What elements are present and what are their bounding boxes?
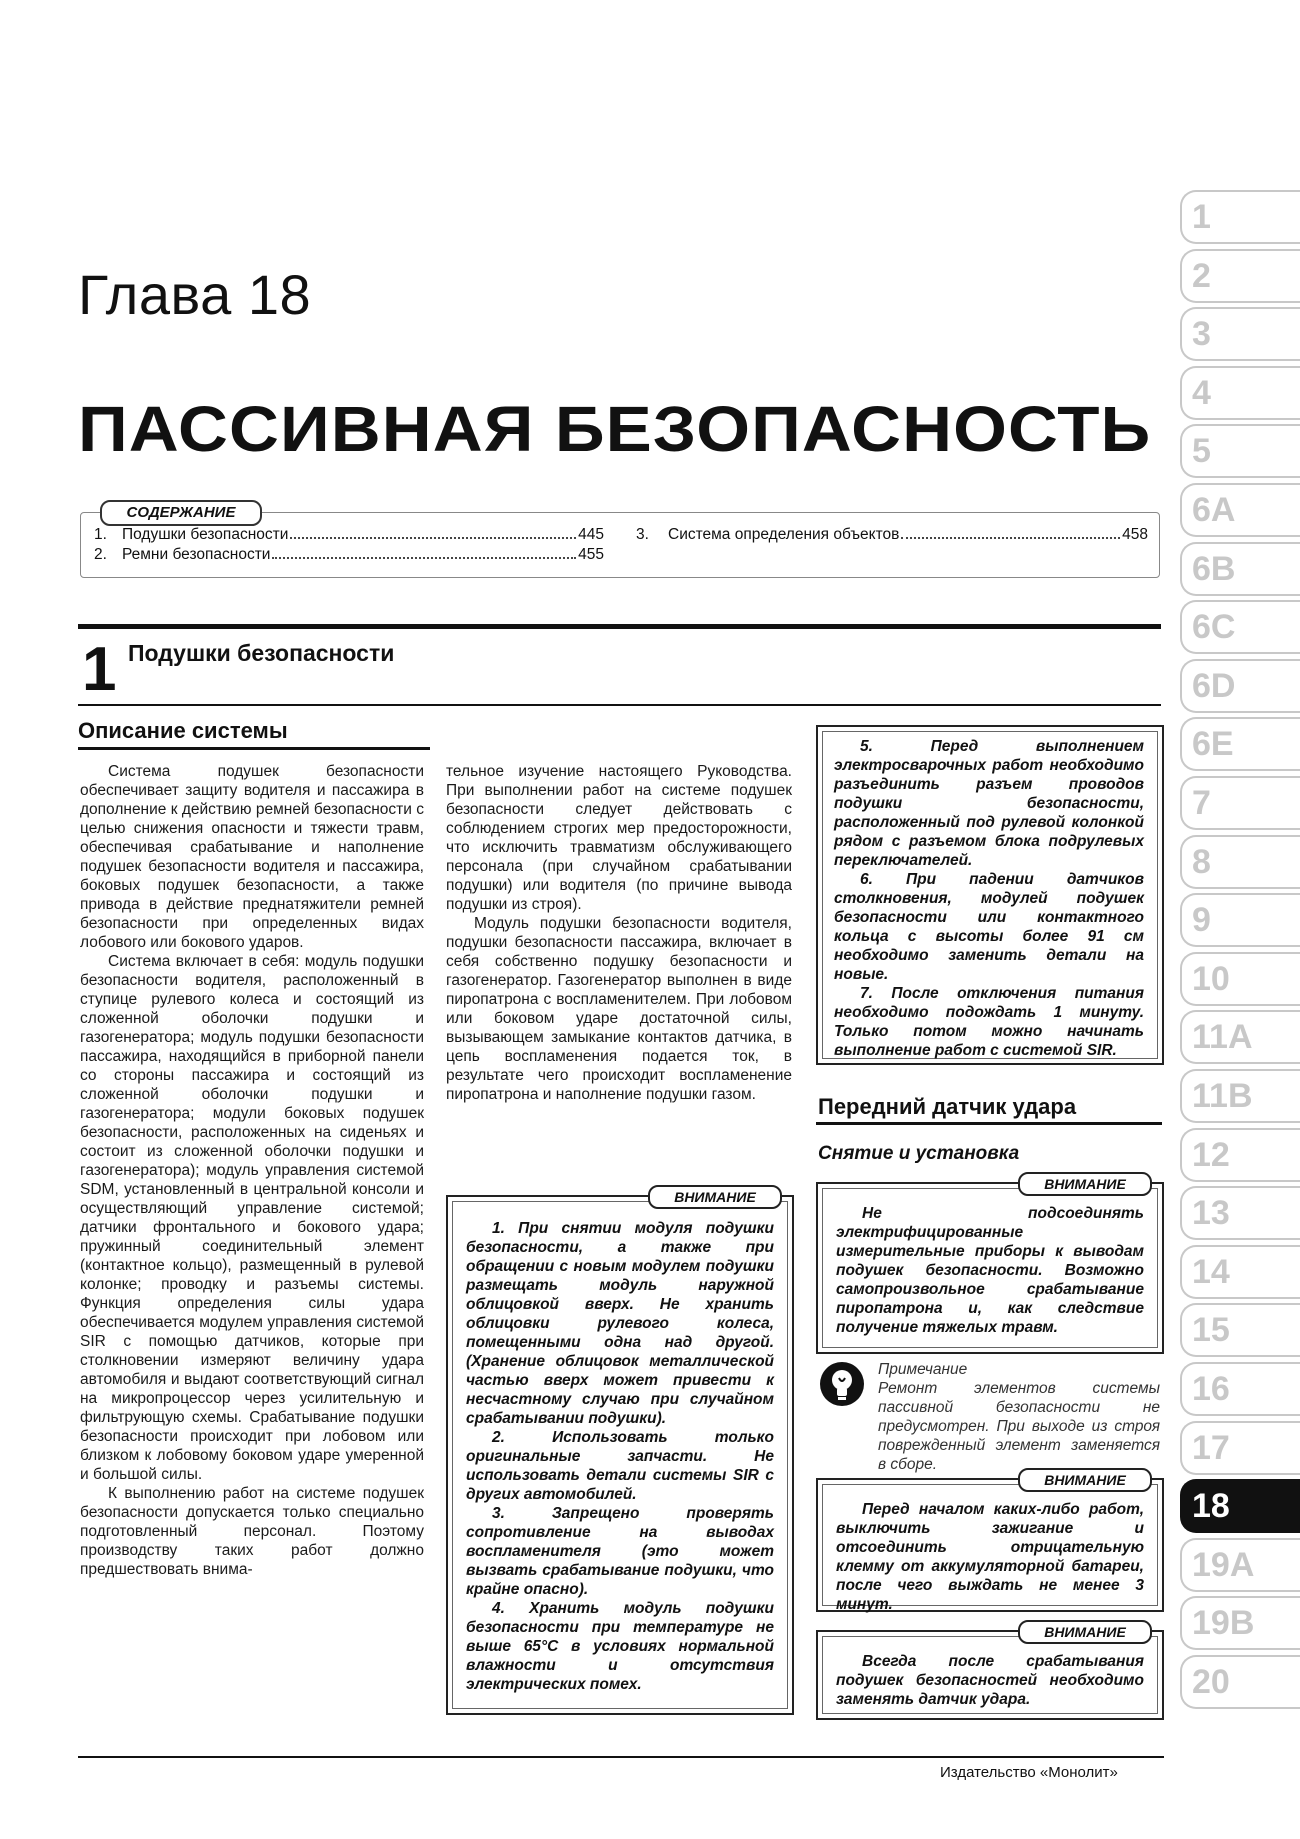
chapter-tab-14[interactable]: 14 bbox=[1180, 1245, 1300, 1299]
paragraph: тельное изучение настоящего Руководства. При выполнении работ на системе подушек безопасности следует действовать с соблюдением строгих мер предосторожности, что исключить травматизм обслуживающего персонала (при случайном срабатывании подушки) или водителя (по причине вывода подушки из строя). bbox=[446, 763, 792, 913]
paragraph: 4. Хранить модуль подушки безопасности при температуре не выше 65°С в условиях нормальной влажности и отсутствия электрических помех. bbox=[466, 1600, 774, 1693]
chapter-tab-15[interactable]: 15 bbox=[1180, 1303, 1300, 1357]
toc-item-title: Система определения объектов bbox=[668, 526, 900, 543]
toc-item-number: 1. bbox=[94, 526, 107, 543]
chapter-tab-3[interactable]: 3 bbox=[1180, 307, 1300, 361]
footer-rule bbox=[78, 1756, 1164, 1758]
warning-text bbox=[834, 737, 1144, 1060]
warning-text bbox=[836, 1500, 1144, 1614]
warning-text bbox=[466, 1219, 774, 1694]
chapter-label: Глава 18 bbox=[78, 263, 312, 326]
toc-item-page: 455 bbox=[578, 546, 604, 563]
system-description-heading: Описание системы bbox=[78, 718, 288, 743]
chapter-tab-19b[interactable]: 19B bbox=[1180, 1596, 1300, 1650]
warning-box-battery bbox=[816, 1472, 1164, 1613]
paragraph: Система подушек безопасности обеспечивает защиту водителя и пассажира в дополнение к действию ремней безопасности с целью снижения опасности и тяжести травм, обеспечивая срабатывание и наполнение подушек безопасности водителя и пассажира, боковых подушек безопасности, а также привода в действие преднатяжители ремней безопасности при определенных видах лобового или бокового ударов. bbox=[80, 763, 424, 951]
paragraph: 3. Запрещено проверять сопротивление на выводах воспламенителя (это может вызвать срабатывание подушки, что крайне опасно). bbox=[466, 1505, 774, 1598]
warning-tag: ВНИМАНИЕ bbox=[648, 1185, 782, 1209]
paragraph: Модуль подушки безопасности водителя, подушки безопасности пассажира, включает в себя собственно подушку безопасности и газогенератор. Газогенератор выполнен в виде пиропатрона с воспламенителем. При лобовом или боковом ударе достаточной силы, вызывающем замыкание контактов датчика, в цепь воспламенения подается ток, в результате чего происходит воспламенение пиропатрона и наполнение подушки газом. bbox=[446, 915, 792, 1103]
front-sensor-heading: Передний датчик удара bbox=[818, 1094, 1077, 1119]
toc-leader bbox=[272, 557, 576, 559]
chapter-tab-9[interactable]: 9 bbox=[1180, 893, 1300, 947]
warning-box-continued bbox=[816, 725, 1164, 1065]
toc-item-page: 458 bbox=[1122, 526, 1148, 543]
section-number: 1 bbox=[82, 635, 117, 704]
chapter-tab-6a[interactable]: 6A bbox=[1180, 483, 1300, 537]
contents-label: СОДЕРЖАНИЕ bbox=[100, 500, 262, 526]
warning-box-airbag-handling bbox=[446, 1189, 794, 1715]
warning-text bbox=[836, 1652, 1144, 1709]
toc-item-2[interactable] bbox=[94, 546, 604, 564]
chapter-tab-4[interactable]: 4 bbox=[1180, 366, 1300, 420]
chapter-tab-20[interactable]: 20 bbox=[1180, 1655, 1300, 1709]
chapter-tab-8[interactable]: 8 bbox=[1180, 835, 1300, 889]
toc-item-3[interactable] bbox=[636, 526, 1148, 544]
warning-tag: ВНИМАНИЕ bbox=[1018, 1172, 1152, 1196]
column-2-text bbox=[446, 762, 792, 1104]
note-label: Примечание bbox=[878, 1361, 968, 1378]
paragraph: Всегда после срабатывания подушек безопасностей необходимо заменять датчик удара. bbox=[836, 1653, 1144, 1708]
chapter-tab-5[interactable]: 5 bbox=[1180, 424, 1300, 478]
chapter-tab-10[interactable]: 10 bbox=[1180, 952, 1300, 1006]
chapter-tab-1[interactable]: 1 bbox=[1180, 190, 1300, 244]
chapter-tab-6c[interactable]: 6C bbox=[1180, 600, 1300, 654]
toc-item-1[interactable] bbox=[94, 526, 604, 544]
paragraph: 2. Использовать только оригинальные запчасти. Не использовать детали системы SIR с других автомобилей. bbox=[466, 1429, 774, 1503]
paragraph: 1. При снятии модуля подушки безопасности, а также при обращении с новым модулем подушки размещать модуль наружной облицовкой вверх. Не хранить облицовки рулевого колеса, помещенными одна над другой. (Хранение облицовок металлической частью вверх может привести к несчастному случаю при случайном срабатывании подушки). bbox=[466, 1220, 774, 1427]
section-rule-top bbox=[78, 624, 1161, 629]
warning-tag: ВНИМАНИЕ bbox=[1018, 1620, 1152, 1644]
lightbulb-icon bbox=[818, 1360, 866, 1408]
front-sensor-subheading: Снятие и установка bbox=[818, 1143, 1020, 1164]
chapter-tab-18[interactable]: 18 bbox=[1180, 1479, 1300, 1533]
chapter-title: ПАССИВНАЯ БЕЗОПАСНОСТЬ bbox=[78, 393, 1152, 465]
subhead-rule bbox=[78, 747, 430, 750]
toc-item-title: Ремни безопасности bbox=[122, 546, 271, 563]
chapter-tab-6d[interactable]: 6D bbox=[1180, 659, 1300, 713]
warning-text bbox=[836, 1204, 1144, 1337]
paragraph: Система включает в себя: модуль подушки безопасности водителя, расположенный в ступице рулевого колеса и состоящий из сложенной оболочки подушки и газогенератора; модуль подушки безопасности пассажира, находящийся в приборной панели со стороны пассажира и состоящий из сложенной оболочки подушки и газогенератора; модули боковых подушек безопасности, расположенных на сиденьях и состоит из сложенной оболочки подушки и газогенератора); модуль управления системой SDM, установленный в центральной консоли и осуществляющий управление системой; датчики фронтального и бокового удара; пружинный соединительный элемент (контактное кольцо), размещенный в рулевой колонке; проводку и разъемы системы. Функция определения силы удара обеспечивается модулем управления системой SIR с помощью датчиков, которые при столкновении измеряют величину удара автомобиля и выдают соответствующий сигнал на микропроцессор через усилительную и фильтрующую схемы. Срабатывание подушки безопасности происходит при лобовом или близком к лобовому боковом ударе умеренной и большой силы. bbox=[80, 953, 424, 1483]
chapter-tab-7[interactable]: 7 bbox=[1180, 776, 1300, 830]
warning-box-sensor-replace bbox=[816, 1624, 1164, 1720]
chapter-tab-12[interactable]: 12 bbox=[1180, 1128, 1300, 1182]
toc-item-number: 2. bbox=[94, 546, 107, 563]
toc-item-number: 3. bbox=[636, 526, 649, 543]
section-title: Подушки безопасности bbox=[128, 640, 395, 666]
chapter-tab-17[interactable]: 17 bbox=[1180, 1421, 1300, 1475]
paragraph: 5. Перед выполнением электросварочных работ необходимо разъединить разъем проводов подушки безопасности, расположенный под рулевой колонкой рядом с разъемом блока подрулевых переключателей. bbox=[834, 738, 1144, 869]
chapter-tab-2[interactable]: 2 bbox=[1180, 249, 1300, 303]
paragraph: 7. После отключения питания необходимо подождать 1 минуту. Только потом можно начинать выполнение работ с системой SIR. bbox=[834, 985, 1144, 1059]
paragraph: Не подсоединять электрифицированные измерительные приборы к выводам подушек безопасности. Возможно самопроизвольное срабатывание пиропатрона и, как следствие получение тяжелых травм. bbox=[836, 1205, 1144, 1336]
subhead-rule bbox=[816, 1122, 1162, 1125]
paragraph: Перед началом каких-либо работ, выключить зажигание и отсоединить отрицательную клемму от аккумуляторной батареи, после чего выждать не менее 3 минут. bbox=[836, 1501, 1144, 1613]
section-rule-bottom bbox=[78, 704, 1161, 706]
toc-leader bbox=[290, 537, 576, 539]
paragraph: К выполнению работ на системе подушек безопасности допускается только специально подготовленный персонал. Поэтому производству таких работ должно предшествовать внима- bbox=[80, 1485, 424, 1578]
paragraph: 6. При падении датчиков столкновения, модулей подушек безопасности или контактного кольца с высоты более 91 см необходимо заменить детали на новые. bbox=[834, 871, 1144, 983]
toc-leader bbox=[901, 537, 1120, 539]
chapter-tab-11b[interactable]: 11B bbox=[1180, 1069, 1300, 1123]
note-text: Ремонт элементов системы пассивной безопасности не предусмотрен. При выходе из строя поврежденный элемент заменяется в сборе. bbox=[878, 1380, 1160, 1473]
toc-item-title: Подушки безопасности bbox=[122, 526, 289, 543]
column-1-text bbox=[80, 762, 424, 1579]
chapter-tab-6b[interactable]: 6B bbox=[1180, 542, 1300, 596]
chapter-tab-11a[interactable]: 11A bbox=[1180, 1010, 1300, 1064]
chapter-tab-19a[interactable]: 19A bbox=[1180, 1538, 1300, 1592]
chapter-tab-16[interactable]: 16 bbox=[1180, 1362, 1300, 1416]
warning-tag: ВНИМАНИЕ bbox=[1018, 1468, 1152, 1492]
warning-box-measuring-devices bbox=[816, 1176, 1164, 1354]
chapter-tab-13[interactable]: 13 bbox=[1180, 1186, 1300, 1240]
toc-item-page: 445 bbox=[578, 526, 604, 543]
chapter-tab-6e[interactable]: 6E bbox=[1180, 717, 1300, 771]
publisher-footer: Издательство «Монолит» bbox=[940, 1764, 1118, 1781]
